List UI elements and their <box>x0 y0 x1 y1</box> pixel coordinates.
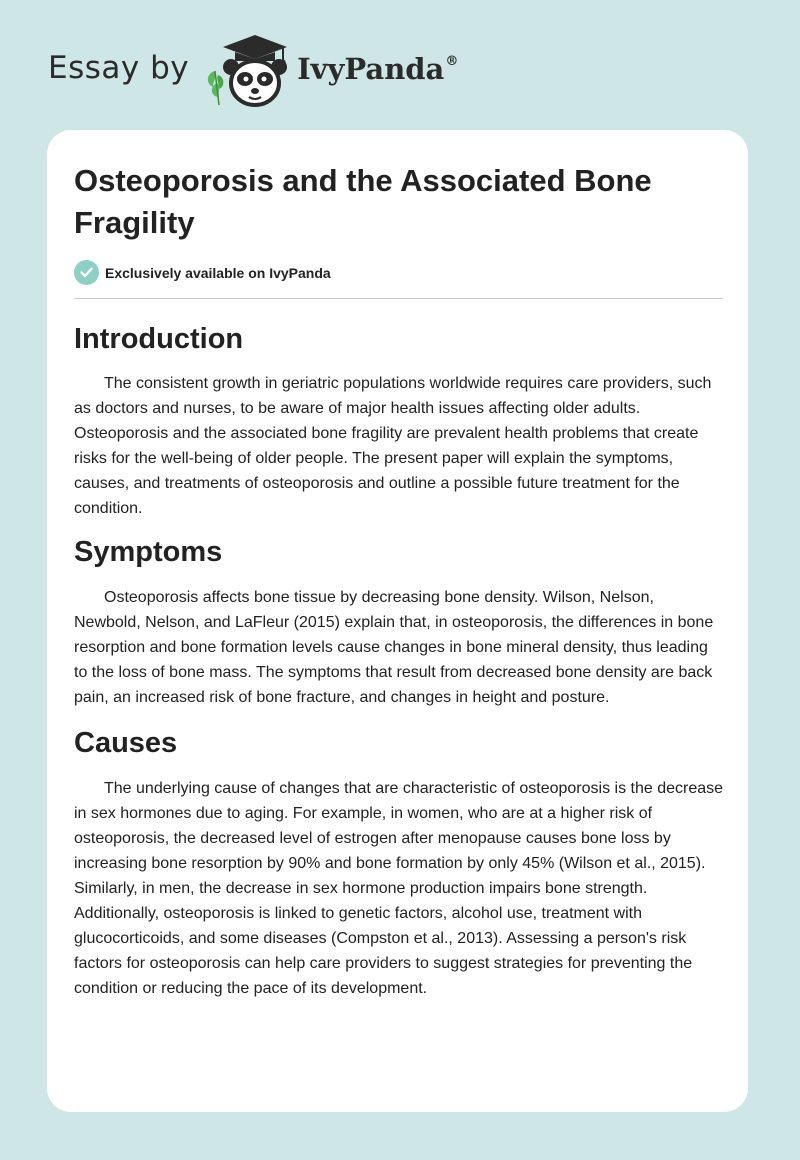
section-heading-introduction: Introduction <box>74 323 244 355</box>
essay-by-label: Essay by <box>48 50 190 86</box>
site-header <box>48 30 458 110</box>
check-icon <box>74 260 99 285</box>
section-heading-causes: Causes <box>74 727 178 759</box>
section-heading-symptoms: Symptoms <box>74 536 223 568</box>
section-paragraph-symptoms: Osteoporosis affects bone tissue by decreasing bone density. Wilson, Nelson, Newbold, Nelson, and LaFleur (2015) explain that, in osteoporosis, the differences in bone resorption and bone formation levels cause changes in bone mineral density, thus leading to the loss of bone mass. The symptoms that result from decreased bone density are back pain, an increased risk of bone fracture, and changes in height and posture. <box>74 589 714 706</box>
ivypanda-logo-icon <box>203 31 293 109</box>
essay-card <box>47 130 748 1112</box>
exclusive-label: Exclusively available on IvyPanda <box>105 264 331 281</box>
essay-title: Osteoporosis and the Associated Bone Fragility <box>74 163 652 240</box>
ivy-leaf-icon <box>208 71 223 105</box>
section-paragraph-introduction: The consistent growth in geriatric populations worldwide requires care providers, such as doctors and nurses, to be aware of major health issues affecting older adults. Osteoporosis and the associated bone fragility are prevalent health problems that create risks for the well-being of older people. The present paper will explain the symptoms, causes, and treatments of osteoporosis and outline a possible future treatment for the condition. <box>74 375 712 517</box>
exclusive-badge <box>74 260 723 299</box>
brand-name: IvyPanda® <box>297 52 459 86</box>
registered-mark: ® <box>445 54 459 69</box>
essay-content <box>74 160 723 1001</box>
section-paragraph-causes: The underlying cause of changes that are characteristic of osteoporosis is the decrease in sex hormones due to aging. For example, in women, who are at a higher risk of osteoporosis, the decreased level of estrogen after menopause causes bone loss by increasing bone resorption by 90% and bone formation by only 45% (Wilson et al., 2015). Similarly, in men, the decrease in sex hormone production impairs bone strength. Additionally, osteoporosis is linked to genetic factors, alcohol use, treatment with glucocorticoids, and some diseases (Compston et al., 2013). Assessing a person's risk factors for osteoporosis can help care providers to suggest strategies for preventing the condition or reducing the pace of its development. <box>74 780 724 997</box>
